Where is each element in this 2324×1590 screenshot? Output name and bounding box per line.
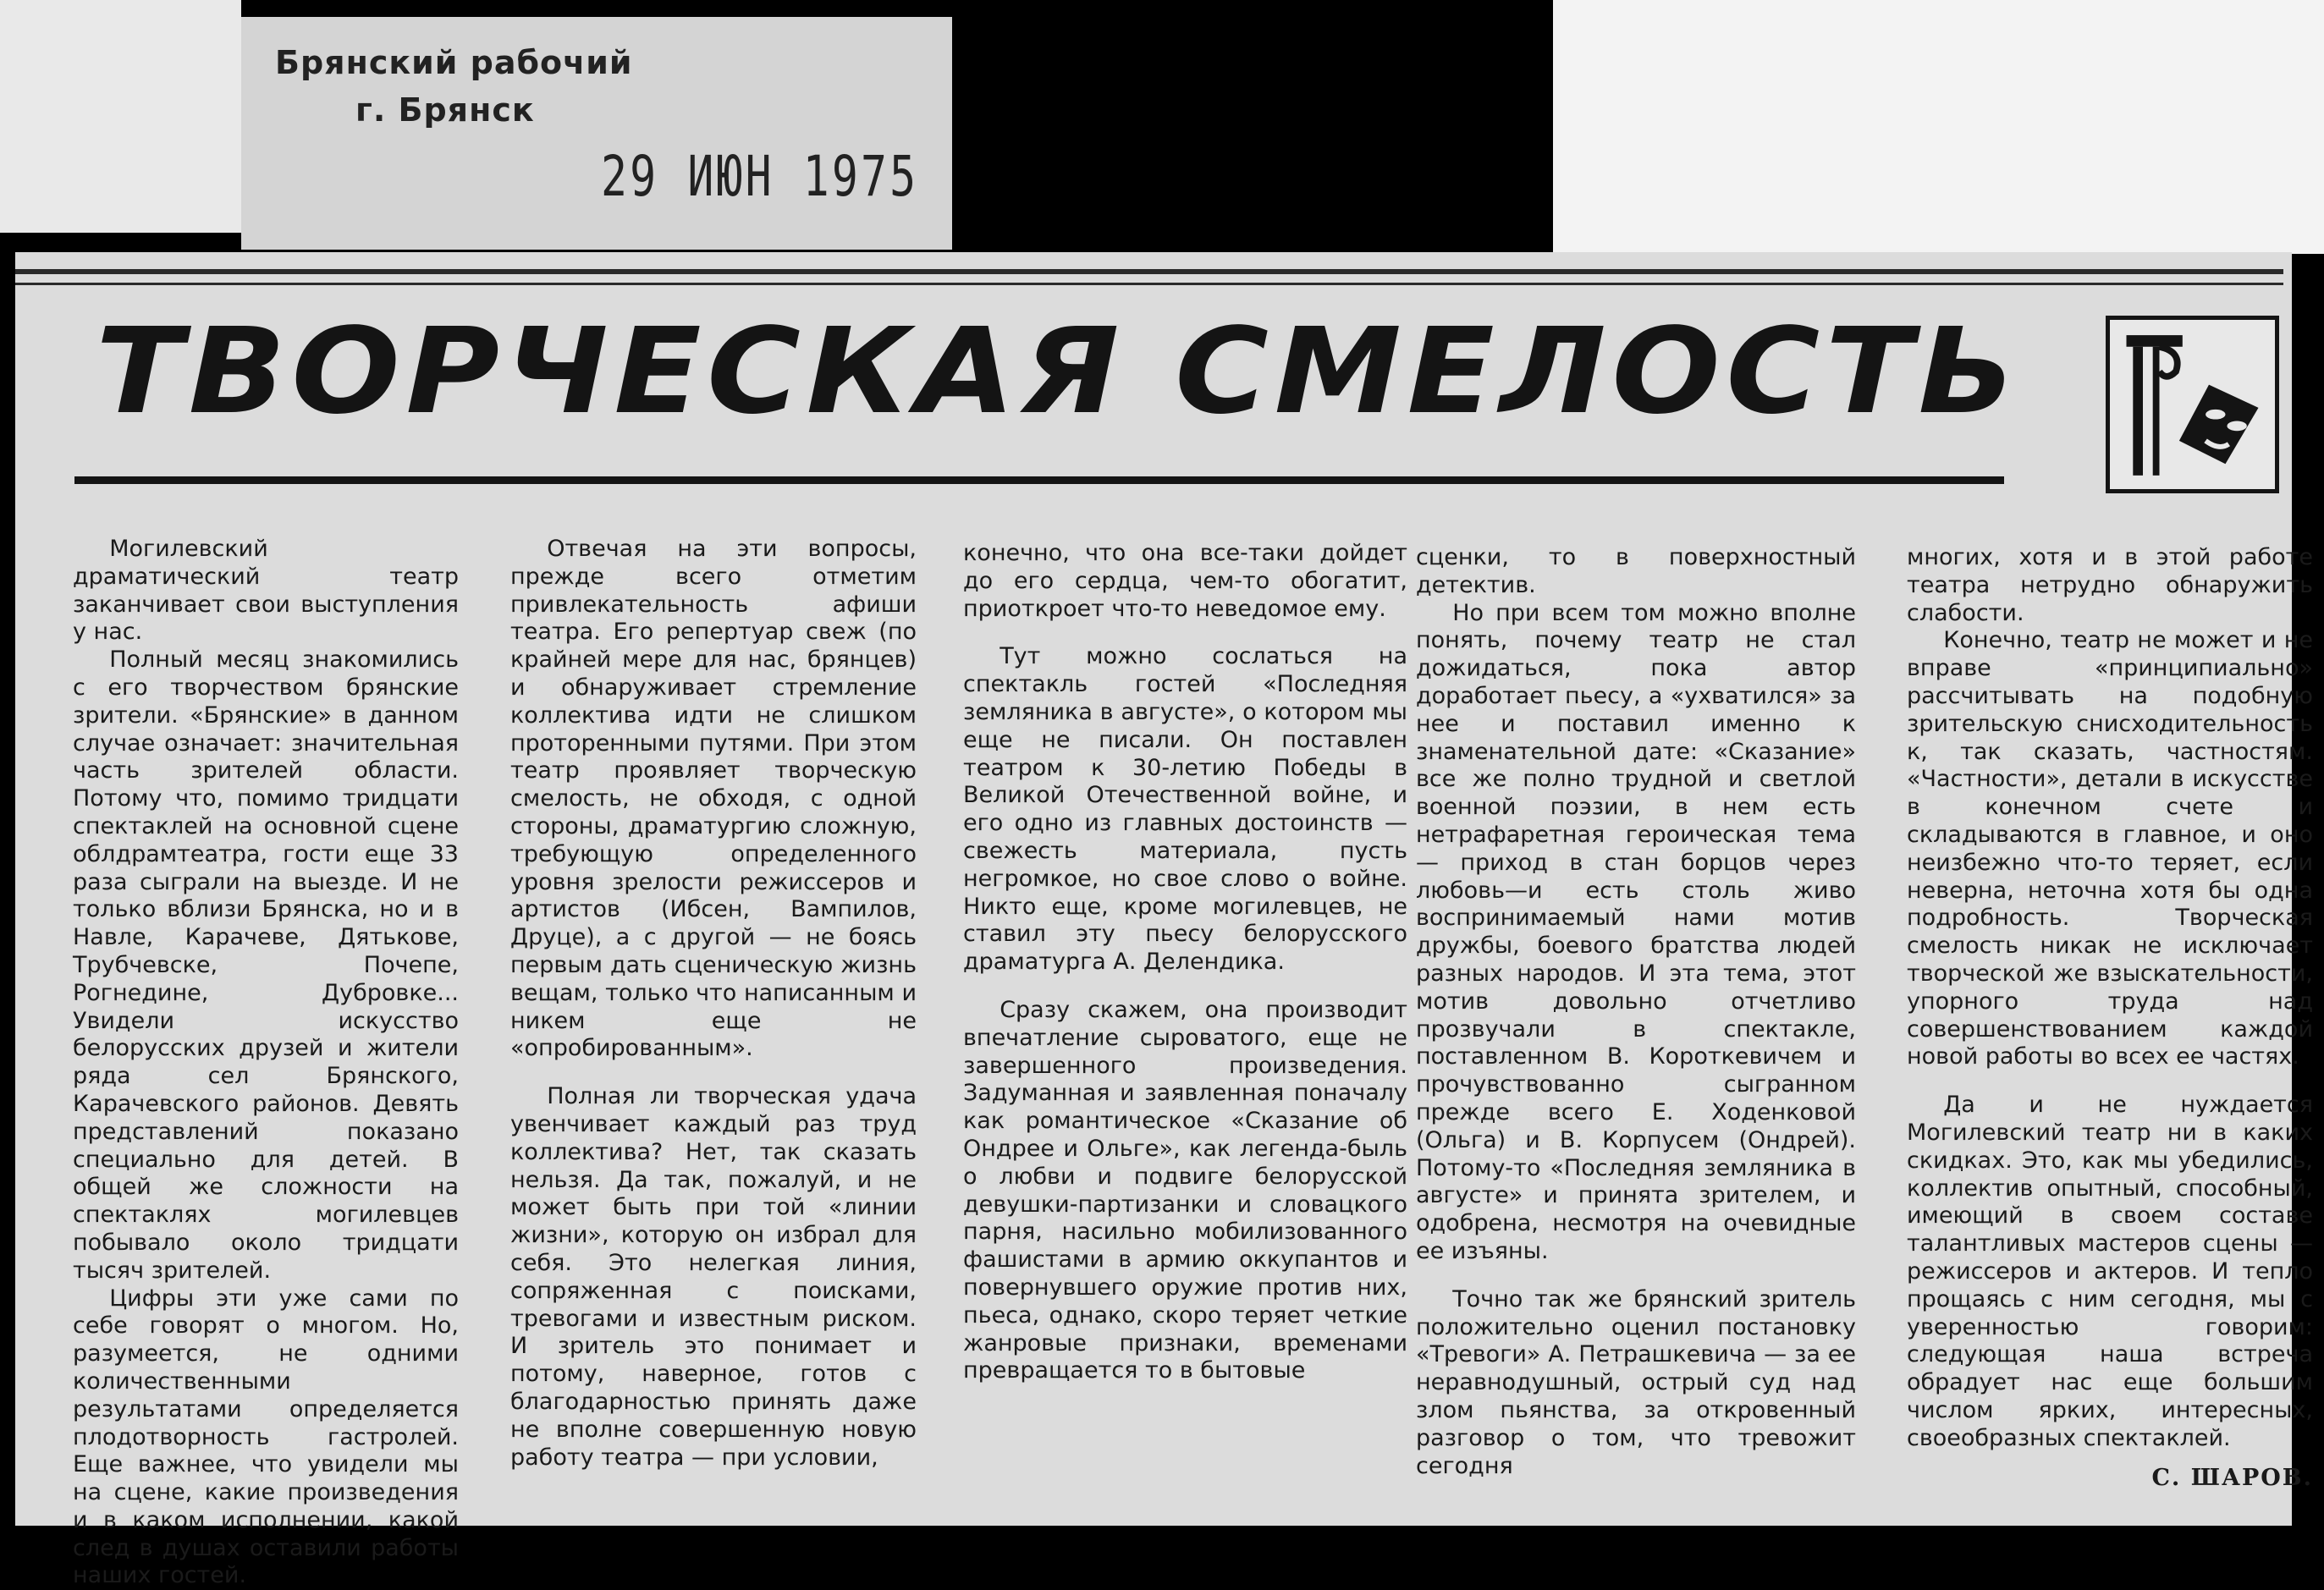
paragraph: Но при всем том можно вполне понять, почему театр не стал дожидаться, пока автор доработает пьесу, а «ухватился» за нее и поставил именно к знаменательной дате: «Сказание» все же полно трудной и светлой военной поэзии, в нем есть нетрафаретная героическая тема — приход в стан борцов через любовь—и есть столь живо воспринимаемый нами мотив дружбы, боевого братства людей разных народов. И эта тема, этот мотив довольно отчетливо прозвучали в спектакле, поставленном В. Короткевичем и прочувствованно сыгранном прежде всего Е. Ходенковой (Ольга) и В. Корпусем (Ондрей). Потому-то «Последняя земляника в августе» и принята зрителем, и одобрена, несмотря на очевидные ее изъяны. — [1416, 599, 1856, 1264]
paragraph: Конечно, театр не может и не вправе «принципиально» рассчитывать на подобную зрительскую снисходительность к, так сказать, частностям. «Частности», детали в искусстве в конечном счете и складываются в главное, и оно неизбежно что-то теряет, если неверна, неточна хотя бы одна подробность. Творческая смелость никак не исключает творческой же взыскательности, упорного труда над совершенствованием каждой новой работы во всех ее частях. — [1907, 627, 2313, 1070]
paragraph: Цифры эти уже сами по себе говорят о многом. Но, разумеется, не одними количественными результатами определяется плодотворность гастролей. Еще важнее, что увидели мы на сцене, какие произведения и в каком исполнении, какой след в душах оставили работы наших гостей. — [73, 1285, 459, 1589]
top-rule-thin — [15, 283, 2283, 285]
theatre-mask-icon-graphic — [2110, 320, 2275, 489]
article-column-4 — [1416, 544, 1856, 1480]
top-rule — [15, 269, 2283, 274]
newspaper-city: г. Брянск — [355, 91, 535, 129]
background-strip — [0, 0, 241, 233]
paragraph: Тут можно сослаться на спектакль гостей «Последняя земляника в августе», о котором мы еще не писали. Он поставлен театром к 30-летию Победы в Великой Отечественной войне, и его одно из главных достоинств — свежесть материала, пусть негромкое, но свое слово о войне. Никто еще, кроме могилевцев, не ставил эту пьесу белорусского драматурга А. Делендика. — [963, 643, 1407, 976]
paragraph: Точно так же брянский зритель положительно оценил постановку «Тревоги» А. Петрашкевича — за ее неравнодушный, острый суд над злом пьянства, за откровенный разговор о том, что тревожит сегодня — [1416, 1285, 1856, 1479]
paragraph: многих, хотя и в этой работе театра нетрудно обнаружить слабости. — [1907, 544, 2313, 626]
paragraph: Полная ли творческая удача увенчивает каждый раз труд коллектива? Нет, так сказать нельзя. Да так, пожалуй, и не может быть при той «линии жизни», которую он избрал для себя. Это нелегкая линия, сопряженная с поисками, тревогами и известным риском. И зритель это понимает и потому, наверное, готов с благодарностью принять даже не вполне совершенную новую работу театра — при условии, — [510, 1083, 917, 1471]
paragraph: Отвечая на эти вопросы, прежде всего отметим привлекательность афиши театра. Его репертуар свеж (по крайней мере для нас, брянцев) и обнаруживает стремление коллектива идти не слишком проторенными путями. При этом театр проявляет творческую смелость, не обходя, с одной стороны, драматургию сложную, требующую определенного уровня зрелости режиссеров и артистов (Ибсен, Вампилов, Друце), а с другой — не боясь первым дать сценическую жизнь вещам, только что написанным и никем еще не «опробированным». — [510, 536, 917, 1062]
background-paper — [1553, 0, 2324, 254]
article-author: С. ШАРОВ. — [2151, 1464, 2313, 1491]
paragraph: Полный месяц знакомились с его творчеством брянские зрители. «Брянские» в данном случае означает: значительная часть зрителей области. Потому что, помимо тридцати спектаклей на основной сцене облдрамтеатра, гости еще 33 раза сыграли на выезде. И не только вблизи Брянска, но и в Навле, Карачеве, Дятькове, Трубчевске, Почепе, Рогнедине, Дубровке... Увидели искусство белорусских друзей и жители ряда сел Брянского, Карачевского районов. Девять представлений показано специально для детей. В общей же сложности на спектаклях могилевцев побывало около тридцати тысяч зрителей. — [73, 646, 459, 1284]
article-headline: ТВОРЧЕСКАЯ СМЕЛОСТЬ — [96, 303, 2022, 441]
article-column-5 — [1907, 544, 2313, 1492]
article-column-3 — [963, 540, 1407, 1385]
theatre-mask-icon — [2106, 316, 2279, 493]
paragraph: Да и не нуждается Могилевский театр ни в каких скидках. Это, как мы убедились, коллектив опытный, способный, имеющий в своем составе талантливых мастеров сцены — режиссеров и актеров. И тепло прощаясь с ним сегодня, мы с уверенностью говорим: следующая наша встреча обрадует нас еще большим числом ярких, интересных, своеобразных спектаклей. — [1907, 1092, 2313, 1451]
paragraph: Сразу скажем, она производит впечатление сыроватого, еще не завершенного произведения. Задуманная и заявленная поначалу как романтическое «Сказание об Ондрее и Ольге», как легенда-быль о любви и подвиге белорусской девушки-партизанки и словацкого парня, насильно мобилизованного фашистами в армию оккупантов и повернувшего оружие против них, пьеса, однако, скоро теряет четкие жанровые признаки, временами превращается то в бытовые — [963, 996, 1407, 1384]
newspaper-name: Брянский рабочий — [275, 44, 633, 81]
headline-rule — [74, 476, 2004, 484]
paragraph: Могилевский драматический театр заканчивает свои выступления у нас. — [73, 536, 459, 646]
date-stamp: 29 ИЮН 1975 — [601, 144, 919, 209]
article-column-2 — [510, 536, 917, 1472]
newspaper-clipping — [15, 252, 2313, 1589]
paragraph: конечно, что она все-таки дойдет до его сердца, чем-то обогатит, приоткроет что-то неведомое ему. — [963, 540, 1407, 622]
paragraph: сценки, то в поверхностный детектив. — [1416, 544, 1856, 598]
article-column-1 — [73, 536, 459, 1590]
